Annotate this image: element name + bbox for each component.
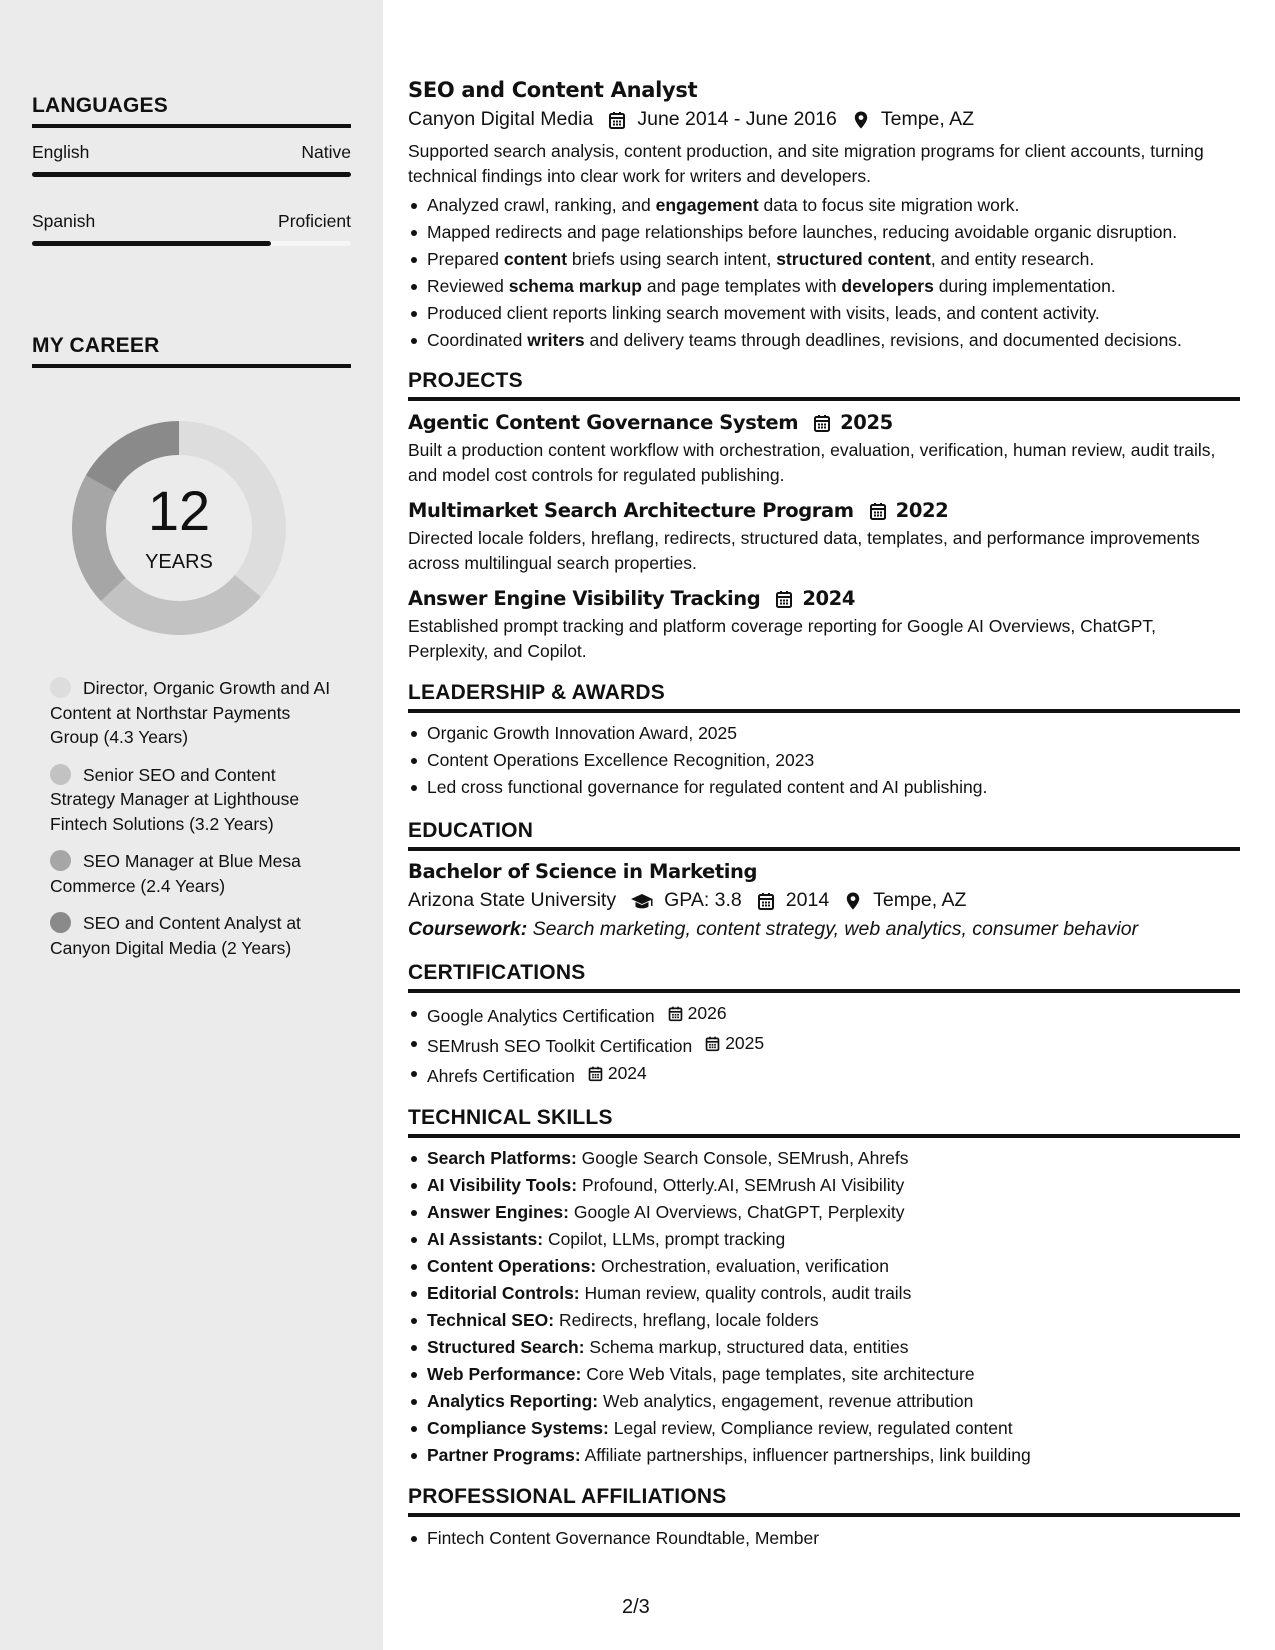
skill-item: [408, 1199, 1240, 1226]
skill-value: Google AI Overviews, ChatGPT, Perplexity: [573, 1202, 905, 1222]
job-bullet: Mapped redirects and page relationships before launches, reducing avoidable organic disruption.: [408, 219, 1240, 246]
language-bar-fill: [32, 241, 271, 246]
affiliations-list: [408, 1525, 1240, 1552]
skill-item: [408, 1172, 1240, 1199]
projects-heading: PROJECTS: [408, 369, 1240, 401]
skill-value: Copilot, LLMs, prompt tracking: [547, 1229, 786, 1249]
leadership-item: Led cross functional governance for regulated content and AI publishing.: [408, 774, 1240, 801]
skill-item: [408, 1253, 1240, 1280]
job-bullet: Prepared content briefs using search intent, structured content, and entity research.: [408, 246, 1240, 273]
calendar-icon: [774, 589, 794, 609]
skill-label: Answer Engines:: [427, 1202, 569, 1222]
graduation-year: 2014: [785, 889, 830, 911]
calendar-icon: [667, 1005, 684, 1022]
leadership-heading: LEADERSHIP & AWARDS: [408, 681, 1240, 713]
skill-label: Editorial Controls:: [427, 1283, 580, 1303]
job-bullet: Coordinated writers and delivery teams through deadlines, revisions, and documented decisions.: [408, 327, 1240, 354]
certification-date: [587, 1060, 647, 1087]
skill-item: [408, 1415, 1240, 1442]
language-row-english: [32, 142, 351, 172]
job-bullets: [408, 192, 1240, 354]
calendar-icon: [704, 1035, 721, 1052]
skill-item: [408, 1307, 1240, 1334]
skills-list: [408, 1145, 1240, 1469]
leadership-list: [408, 720, 1240, 801]
skill-item: [408, 1280, 1240, 1307]
career-legend-item: [50, 676, 340, 750]
certification-item: [408, 1030, 1240, 1060]
skill-value: Schema markup, structured data, entities: [589, 1337, 909, 1357]
skill-value: Web analytics, engagement, revenue attribution: [603, 1391, 974, 1411]
certification-year: 2025: [725, 1033, 765, 1053]
project-desc: Built a production content workflow with orchestration, evaluation, verification, human review, audit trails, and model cost controls for regulated publishing.: [408, 440, 1216, 485]
certification-date: [667, 1000, 727, 1027]
certification-name: SEMrush SEO Toolkit Certification: [427, 1036, 693, 1056]
page-number: 2/3: [622, 1596, 650, 1618]
affiliations-heading: PROFESSIONAL AFFILIATIONS: [408, 1485, 1240, 1517]
career-total-unit: YEARS: [145, 551, 213, 573]
career-legend-label: Director, Organic Growth and AI Content at Northstar Payments Group (4.3 Years): [50, 678, 331, 747]
language-bar-english: [32, 172, 351, 177]
job-meta: [408, 108, 1240, 131]
skill-label: Analytics Reporting:: [427, 1391, 599, 1411]
career-legend-label: SEO Manager at Blue Mesa Commerce (2.4 Years): [50, 851, 301, 896]
skill-value: Human review, quality controls, audit trails: [584, 1283, 912, 1303]
job-dates: June 2014 - June 2016: [637, 108, 837, 130]
language-name: English: [32, 142, 90, 162]
skill-item: [408, 1226, 1240, 1253]
career-total-years: 12: [147, 479, 211, 542]
skill-value: Affiliate partnerships, influencer partnerships, link building: [584, 1445, 1031, 1465]
language-row-spanish: [32, 211, 351, 241]
language-bar-spanish: [32, 241, 351, 246]
donut-center: [66, 415, 292, 641]
languages-section: [32, 94, 351, 246]
language-level: Native: [301, 142, 351, 162]
language-name: Spanish: [32, 211, 96, 231]
location-pin-icon: [851, 110, 871, 130]
leadership-item: Organic Growth Innovation Award, 2025: [408, 720, 1240, 747]
career-donut-chart: [66, 415, 292, 641]
career-section: [32, 334, 351, 368]
skill-value: Profound, Otterly.AI, SEMrush AI Visibility: [581, 1175, 905, 1195]
skill-value: Redirects, hreflang, locale folders: [558, 1310, 819, 1330]
project-title-row: [408, 411, 1240, 434]
skill-value: Google Search Console, SEMrush, Ahrefs: [581, 1148, 909, 1168]
affiliation-item: Fintech Content Governance Roundtable, Member: [408, 1525, 1240, 1552]
skill-label: Technical SEO:: [427, 1310, 555, 1330]
job-bullet: Analyzed crawl, ranking, and engagement data to focus site migration work.: [408, 192, 1240, 219]
job-location: Tempe, AZ: [880, 108, 975, 130]
legend-dot: [50, 912, 71, 933]
legend-dot: [50, 764, 71, 785]
project-year: 2022: [895, 499, 949, 522]
career-legend-label: Senior SEO and Content Strategy Manager at Lighthouse Fintech Solutions (3.2 Years): [50, 764, 300, 834]
project-title: Agentic Content Governance System: [408, 411, 799, 434]
coursework-label: Coursework:: [408, 918, 528, 940]
degree-title: Bachelor of Science in Marketing: [408, 860, 758, 883]
skill-value: Orchestration, evaluation, verification: [601, 1256, 889, 1276]
school-location: Tempe, AZ: [873, 889, 967, 911]
graduation-cap-icon: [630, 891, 654, 911]
certification-year: 2024: [607, 1063, 647, 1083]
job-title: SEO and Content Analyst: [408, 78, 698, 102]
location-pin-icon: [843, 891, 863, 911]
skill-label: AI Assistants:: [427, 1229, 544, 1249]
certification-item: [408, 1060, 1240, 1090]
career-heading: MY CAREER: [32, 334, 351, 368]
skill-label: Search Platforms:: [427, 1148, 577, 1168]
certifications-heading: CERTIFICATIONS: [408, 961, 1240, 993]
school-name: Arizona State University: [408, 889, 617, 911]
experience-entry: [408, 78, 1240, 354]
skill-label: Content Operations:: [427, 1256, 597, 1276]
skill-label: Compliance Systems:: [427, 1418, 609, 1438]
calendar-icon: [868, 501, 888, 521]
skill-item: [408, 1442, 1240, 1469]
project-title: Multimarket Search Architecture Program: [408, 499, 854, 522]
languages-heading: LANGUAGES: [32, 94, 351, 128]
project-title: Answer Engine Visibility Tracking: [408, 587, 761, 610]
project-desc: Established prompt tracking and platform coverage reporting for Google AI Overviews, ChatGPT, Perplexity, and Copilot.: [408, 616, 1156, 661]
career-legend: [50, 676, 340, 973]
education-heading: EDUCATION: [408, 819, 1240, 851]
skill-label: Partner Programs:: [427, 1445, 581, 1465]
legend-dot: [50, 850, 71, 871]
job-bullet: Produced client reports linking search movement with visits, leads, and content activity.: [408, 300, 1240, 327]
project-title-row: [408, 587, 1240, 610]
skill-label: Web Performance:: [427, 1364, 582, 1384]
calendar-icon: [756, 891, 776, 911]
project-item: [408, 587, 1240, 663]
certifications-list: [408, 1000, 1240, 1090]
skill-item: [408, 1334, 1240, 1361]
sidebar: [0, 0, 383, 1650]
career-legend-item: [50, 849, 340, 898]
company-name: Canyon Digital Media: [408, 108, 594, 130]
career-legend-label: SEO and Content Analyst at Canyon Digital Media (2 Years): [50, 913, 301, 958]
certification-name: Ahrefs Certification: [427, 1066, 575, 1086]
job-summary: Supported search analysis, content production, and site migration programs for client accounts, turning technical findings into clear work for writers and developers.: [408, 141, 1204, 186]
certification-item: [408, 1000, 1240, 1030]
career-legend-item: [50, 911, 340, 960]
skill-value: Core Web Vitals, page templates, site architecture: [586, 1364, 975, 1384]
calendar-icon: [587, 1065, 604, 1082]
skill-item: [408, 1145, 1240, 1172]
skill-value: Legal review, Compliance review, regulated content: [613, 1418, 1013, 1438]
project-item: [408, 411, 1240, 487]
language-level: Proficient: [278, 211, 351, 231]
calendar-icon: [812, 413, 832, 433]
legend-dot: [50, 677, 71, 698]
skill-label: AI Visibility Tools:: [427, 1175, 578, 1195]
skills-heading: TECHNICAL SKILLS: [408, 1106, 1240, 1138]
main-content: [408, 78, 1240, 1552]
leadership-item: Content Operations Excellence Recognition, 2023: [408, 747, 1240, 774]
skill-item: [408, 1388, 1240, 1415]
project-title-row: [408, 499, 1240, 522]
coursework: [408, 918, 1240, 941]
language-bar-fill: [32, 172, 351, 177]
skill-label: Structured Search:: [427, 1337, 585, 1357]
certification-name: Google Analytics Certification: [427, 1006, 655, 1026]
certification-year: 2026: [687, 1003, 727, 1023]
calendar-icon: [607, 110, 627, 130]
project-item: [408, 499, 1240, 575]
gpa: GPA: 3.8: [664, 889, 742, 911]
project-year: 2024: [802, 587, 855, 610]
project-year: 2025: [840, 411, 893, 434]
skill-item: [408, 1361, 1240, 1388]
certification-date: [704, 1030, 764, 1057]
job-bullet: Reviewed schema markup and page templates with developers during implementation.: [408, 273, 1240, 300]
education-meta: [408, 889, 1240, 912]
project-desc: Directed locale folders, hreflang, redirects, structured data, templates, and performance improvements across multilingual search properties.: [408, 528, 1200, 573]
coursework-text: Search marketing, content strategy, web analytics, consumer behavior: [532, 918, 1139, 940]
career-legend-item: [50, 763, 340, 837]
